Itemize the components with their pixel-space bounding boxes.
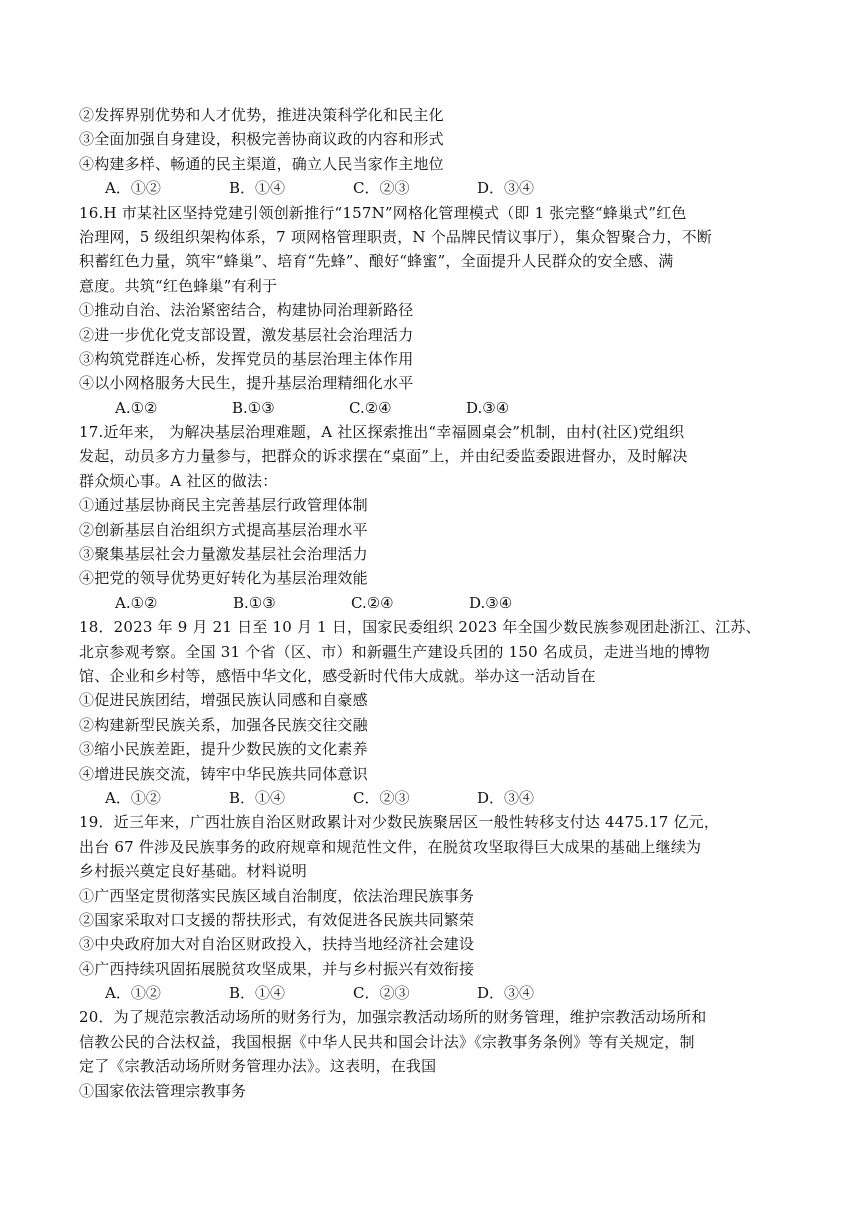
q16-statement-2: ②进一步优化党支部设置，激发基层社会治理活力 <box>79 325 414 344</box>
q16-stem-line: 治理网，5 级组织架构体系，7 项网格管理职责，N 个品牌民情议事厅），集众智聚合力，不断 <box>79 227 713 246</box>
q18-statement-3: ③缩小民族差距，提升少数民族的文化素养 <box>79 740 368 759</box>
q18-stem-line: 馆、企业和乡村等，感悟中华文化，感受新时代伟大成就。举办这一活动旨在 <box>79 666 596 685</box>
q16-stem-line: 意度。共筑“红色蜂巢”有利于 <box>79 276 278 295</box>
q17-statement-3: ③聚集基层社会力量激发基层社会治理活力 <box>79 545 368 564</box>
q15-option-b: B．①④ <box>229 179 286 198</box>
q16-stem-line: 积蓄红色力量，筑牢“蜂巢”、培育“先蜂”、酿好“蜂蜜”，全面提升人民群众的安全感、满 <box>79 252 674 271</box>
q17-option-a: A.①② <box>115 593 158 612</box>
q17-option-c: C.②④ <box>351 593 394 612</box>
exam-page <box>79 103 809 1103</box>
q19-option-c: C．②③ <box>353 984 410 1003</box>
q15-option-a: A．①② <box>105 179 161 198</box>
q15-statement-3: ③全面加强自身建设，积极完善协商议政的内容和形式 <box>79 130 444 149</box>
q17-stem-line: 群众烦心事。A 社区的做法： <box>79 471 278 490</box>
q16-options <box>79 396 809 420</box>
q19-statement-1: ①广西坚定贯彻落实民族区域自治制度，依法治理民族事务 <box>79 886 475 905</box>
q19-option-b: B．①④ <box>229 984 286 1003</box>
q18-statement-1: ①促进民族团结，增强民族认同感和自豪感 <box>79 691 368 710</box>
q19-option-a: A．①② <box>105 984 161 1003</box>
q17-options <box>79 591 809 615</box>
q18-statement-4: ④增进民族交流，铸牢中华民族共同体意识 <box>79 764 368 783</box>
q17-stem-line: 发起，动员多方力量参与，把群众的诉求摆在“桌面”上，并由纪委监委跟进督办，及时解决 <box>79 447 688 466</box>
q19-statement-4: ④广西持续巩固拓展脱贫攻坚成果，并与乡村振兴有效衔接 <box>79 959 475 978</box>
q19-options <box>79 981 809 1005</box>
q15-option-c: C．②③ <box>353 179 410 198</box>
q18-stem-line: 18．2023 年 9 月 21 日至 10 月 1 日，国家民委组织 2023 年全国少数民族参观团赴浙江、江苏、 <box>79 618 761 637</box>
q15-options <box>79 176 809 200</box>
q19-stem-line: 乡村振兴奠定良好基础。材料说明 <box>79 862 308 881</box>
q17-statement-1: ①通过基层协商民主完善基层行政管理体制 <box>79 496 368 515</box>
q16-statement-4: ④以小网格服务大民生，提升基层治理精细化水平 <box>79 374 414 393</box>
q20-stem-line: 定了《宗教活动场所财务管理办法》。这表明，在我国 <box>79 1057 437 1076</box>
q17-statement-4: ④把党的领导优势更好转化为基层治理效能 <box>79 569 368 588</box>
q18-stem-line: 北京参观考察。全国 31 个省（区、市）和新疆生产建设兵团的 150 名成员，走进当地的博物 <box>79 642 710 661</box>
q15-option-d: D．③④ <box>477 179 535 198</box>
q19-statement-3: ③中央政府加大对自治区财政投入，扶持当地经济社会建设 <box>79 935 475 954</box>
q16-option-c: C.②④ <box>349 398 392 417</box>
q16-stem-line: 16.H 市某社区坚持党建引领创新推行“157N”网格化管理模式（即 1 张完整“蜂巢式”红色 <box>79 203 687 222</box>
q19-option-d: D．③④ <box>477 984 535 1003</box>
q17-option-d: D.③④ <box>469 593 513 612</box>
q18-option-b: B．①④ <box>229 788 286 807</box>
q16-statement-3: ③构筑党群连心桥，发挥党员的基层治理主体作用 <box>79 349 414 368</box>
q19-stem-line: 19．近三年来，广西壮族自治区财政累计对少数民族聚居区一般性转移支付达 4475.17 亿元， <box>79 813 720 832</box>
q18-options <box>79 786 809 810</box>
q17-option-b: B.①③ <box>233 593 276 612</box>
q17-stem-line: 17.近年来， 为解决基层治理难题，A 社区探索推出“幸福圆桌会”机制，由村(社区)党组织 <box>79 423 685 442</box>
q19-stem-line: 出台 67 件涉及民族事务的政府规章和规范性文件，在脱贫攻坚取得巨大成果的基础上继续为 <box>79 837 702 856</box>
q15-statement-4: ④构建多样、畅通的民主渠道，确立人民当家作主地位 <box>79 154 444 173</box>
q17-statement-2: ②创新基层自治组织方式提高基层治理水平 <box>79 520 368 539</box>
q19-statement-2: ②国家采取对口支援的帮扶形式，有效促进各民族共同繁荣 <box>79 910 475 929</box>
q16-statement-1: ①推动自治、法治紧密结合，构建协同治理新路径 <box>79 301 414 320</box>
q16-option-b: B.①③ <box>232 398 275 417</box>
q18-option-c: C．②③ <box>353 788 410 807</box>
q20-statement-1: ①国家依法管理宗教事务 <box>79 1081 247 1100</box>
q16-option-d: D.③④ <box>466 398 510 417</box>
q18-option-d: D．③④ <box>477 788 535 807</box>
q20-stem-line: 信教公民的合法权益，我国根据《中华人民共和国会计法》《宗教事务条例》等有关规定，制 <box>79 1032 695 1051</box>
q18-option-a: A．①② <box>105 788 161 807</box>
q18-statement-2: ②构建新型民族关系，加强各民族交往交融 <box>79 715 368 734</box>
q16-option-a: A.①② <box>115 398 158 417</box>
q15-statement-2: ②发挥界别优势和人才优势，推进决策科学化和民主化 <box>79 106 444 124</box>
q20-stem-line: 20．为了规范宗教活动场所的财务行为，加强宗教活动场所的财务管理，维护宗教活动场所和 <box>79 1008 707 1027</box>
